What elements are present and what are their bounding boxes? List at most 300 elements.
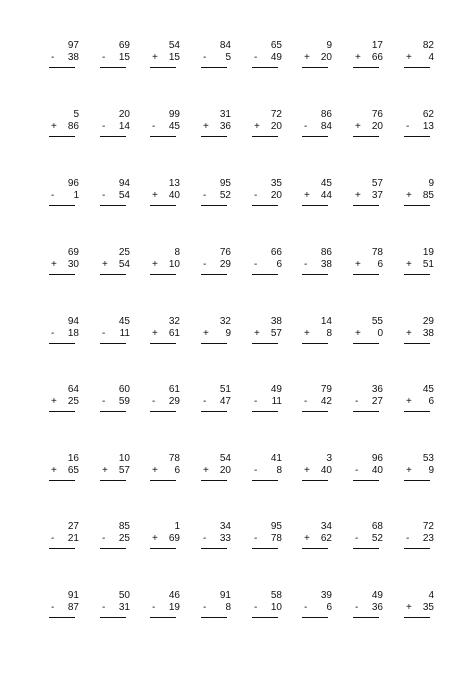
bottom-line	[252, 396, 282, 408]
answer-line	[353, 343, 379, 344]
answer-line	[252, 205, 278, 206]
bottom-line	[252, 328, 282, 340]
math-problem	[201, 521, 231, 545]
math-problem	[201, 40, 231, 64]
answer-line	[353, 548, 379, 549]
answer-line	[302, 136, 328, 137]
bottom-number: 37	[371, 190, 383, 201]
math-problem	[404, 247, 434, 271]
answer-line	[100, 548, 126, 549]
top-number: 86	[320, 109, 332, 120]
answer-line	[150, 480, 176, 481]
top-number: 61	[168, 384, 180, 395]
bottom-number: 40	[320, 465, 332, 476]
math-problem	[150, 316, 180, 340]
answer-line	[49, 411, 75, 412]
operator-sign: +	[406, 259, 412, 270]
answer-line	[353, 617, 379, 618]
answer-line	[100, 343, 126, 344]
operator-sign: -	[102, 396, 106, 407]
top-number: 57	[371, 178, 383, 189]
math-problem	[201, 178, 231, 202]
operator-sign: +	[152, 465, 158, 476]
math-problem	[353, 247, 383, 271]
bottom-line	[150, 533, 180, 545]
math-problem	[353, 521, 383, 545]
math-problem	[100, 384, 130, 408]
bottom-line	[49, 52, 79, 64]
bottom-number: 57	[118, 465, 130, 476]
bottom-number: 0	[377, 328, 383, 339]
answer-line	[302, 205, 328, 206]
bottom-line	[201, 190, 231, 202]
answer-line	[353, 480, 379, 481]
math-problem	[49, 453, 79, 477]
bottom-number: 15	[118, 52, 130, 63]
top-number: 32	[168, 316, 180, 327]
math-problem	[150, 109, 180, 133]
bottom-line	[49, 465, 79, 477]
answer-line	[404, 274, 430, 275]
math-problem	[49, 247, 79, 271]
math-problem	[201, 316, 231, 340]
operator-sign: +	[51, 396, 57, 407]
operator-sign: +	[406, 602, 412, 613]
operator-sign: +	[203, 465, 209, 476]
operator-sign: +	[406, 190, 412, 201]
bottom-line	[201, 52, 231, 64]
answer-line	[201, 480, 227, 481]
top-number: 72	[270, 109, 282, 120]
math-problem	[353, 453, 383, 477]
bottom-number: 4	[428, 52, 434, 63]
answer-line	[302, 411, 328, 412]
answer-line	[302, 480, 328, 481]
bottom-line	[201, 121, 231, 133]
answer-line	[302, 548, 328, 549]
operator-sign: -	[102, 52, 106, 63]
top-number: 86	[320, 247, 332, 258]
math-problem	[252, 40, 282, 64]
operator-sign: +	[51, 259, 57, 270]
answer-line	[150, 617, 176, 618]
math-problem	[100, 247, 130, 271]
answer-line	[404, 136, 430, 137]
top-number: 97	[67, 40, 79, 51]
top-number: 13	[168, 178, 180, 189]
bottom-line	[150, 121, 180, 133]
top-number: 55	[371, 316, 383, 327]
operator-sign: -	[203, 602, 207, 613]
operator-sign: -	[102, 533, 106, 544]
answer-line	[201, 274, 227, 275]
bottom-number: 87	[67, 602, 79, 613]
answer-line	[150, 205, 176, 206]
math-problem	[302, 384, 332, 408]
operator-sign: -	[355, 465, 359, 476]
bottom-line	[100, 52, 130, 64]
bottom-number: 5	[225, 52, 231, 63]
bottom-number: 57	[270, 328, 282, 339]
answer-line	[302, 343, 328, 344]
answer-line	[150, 136, 176, 137]
bottom-line	[404, 533, 434, 545]
operator-sign: -	[152, 396, 156, 407]
bottom-line	[353, 396, 383, 408]
operator-sign: +	[102, 259, 108, 270]
bottom-line	[353, 533, 383, 545]
operator-sign: +	[355, 190, 361, 201]
math-problem	[252, 384, 282, 408]
operator-sign: +	[304, 533, 310, 544]
bottom-number: 42	[320, 396, 332, 407]
bottom-number: 10	[270, 602, 282, 613]
bottom-number: 85	[422, 190, 434, 201]
bottom-line	[100, 602, 130, 614]
answer-line	[353, 67, 379, 68]
answer-line	[302, 67, 328, 68]
bottom-number: 20	[371, 121, 383, 132]
operator-sign: +	[304, 328, 310, 339]
bottom-number: 13	[422, 121, 434, 132]
bottom-line	[150, 328, 180, 340]
operator-sign: +	[254, 328, 260, 339]
answer-line	[302, 274, 328, 275]
bottom-line	[404, 465, 434, 477]
top-number: 9	[326, 40, 332, 51]
operator-sign: -	[203, 259, 207, 270]
math-problem	[252, 247, 282, 271]
bottom-number: 8	[326, 328, 332, 339]
top-number: 10	[118, 453, 130, 464]
math-problem	[49, 384, 79, 408]
bottom-number: 51	[422, 259, 434, 270]
top-number: 41	[270, 453, 282, 464]
bottom-line	[353, 121, 383, 133]
top-number: 34	[219, 521, 231, 532]
operator-sign: -	[152, 121, 156, 132]
math-problem	[150, 521, 180, 545]
math-problem	[404, 40, 434, 64]
bottom-line	[353, 465, 383, 477]
bottom-line	[201, 328, 231, 340]
bottom-number: 44	[320, 190, 332, 201]
answer-line	[252, 480, 278, 481]
bottom-line	[49, 533, 79, 545]
bottom-number: 38	[67, 52, 79, 63]
bottom-line	[201, 465, 231, 477]
bottom-number: 84	[320, 121, 332, 132]
math-problem	[100, 178, 130, 202]
operator-sign: -	[102, 328, 106, 339]
math-problem	[353, 384, 383, 408]
answer-line	[252, 548, 278, 549]
operator-sign: +	[406, 52, 412, 63]
bottom-line	[353, 328, 383, 340]
bottom-line	[302, 533, 332, 545]
math-problem	[150, 453, 180, 477]
answer-line	[100, 205, 126, 206]
math-problem	[150, 590, 180, 614]
answer-line	[201, 411, 227, 412]
operator-sign: -	[254, 602, 258, 613]
top-number: 39	[320, 590, 332, 601]
bottom-number: 14	[118, 121, 130, 132]
answer-line	[404, 411, 430, 412]
bottom-line	[100, 465, 130, 477]
top-number: 62	[422, 109, 434, 120]
bottom-line	[252, 259, 282, 271]
answer-line	[100, 67, 126, 68]
top-number: 85	[118, 521, 130, 532]
operator-sign: -	[152, 602, 156, 613]
answer-line	[353, 411, 379, 412]
top-number: 91	[219, 590, 231, 601]
bottom-line	[302, 259, 332, 271]
bottom-number: 35	[422, 602, 434, 613]
bottom-number: 33	[219, 533, 231, 544]
bottom-number: 20	[219, 465, 231, 476]
operator-sign: +	[152, 328, 158, 339]
top-number: 82	[422, 40, 434, 51]
bottom-line	[49, 121, 79, 133]
bottom-line	[49, 396, 79, 408]
operator-sign: -	[254, 396, 258, 407]
operator-sign: -	[102, 121, 106, 132]
bottom-number: 38	[320, 259, 332, 270]
bottom-line	[353, 259, 383, 271]
math-problem	[201, 247, 231, 271]
bottom-line	[201, 602, 231, 614]
bottom-line	[150, 465, 180, 477]
bottom-number: 36	[371, 602, 383, 613]
bottom-line	[100, 190, 130, 202]
answer-line	[150, 343, 176, 344]
math-problem	[353, 109, 383, 133]
bottom-line	[150, 602, 180, 614]
bottom-line	[150, 259, 180, 271]
operator-sign: -	[304, 121, 308, 132]
math-problem	[49, 178, 79, 202]
math-problem	[49, 40, 79, 64]
answer-line	[201, 205, 227, 206]
operator-sign: +	[355, 328, 361, 339]
bottom-line	[100, 328, 130, 340]
answer-line	[49, 136, 75, 137]
operator-sign: +	[254, 121, 260, 132]
math-problem	[353, 178, 383, 202]
bottom-number: 29	[168, 396, 180, 407]
bottom-line	[252, 602, 282, 614]
bottom-number: 52	[371, 533, 383, 544]
operator-sign: -	[51, 533, 55, 544]
answer-line	[353, 136, 379, 137]
top-number: 64	[67, 384, 79, 395]
bottom-number: 18	[67, 328, 79, 339]
math-problem	[201, 109, 231, 133]
bottom-number: 20	[270, 190, 282, 201]
operator-sign: +	[355, 259, 361, 270]
top-number: 38	[270, 316, 282, 327]
answer-line	[404, 617, 430, 618]
answer-line	[252, 67, 278, 68]
top-number: 79	[320, 384, 332, 395]
bottom-number: 52	[219, 190, 231, 201]
top-number: 68	[371, 521, 383, 532]
bottom-number: 40	[371, 465, 383, 476]
math-problem	[404, 453, 434, 477]
answer-line	[49, 274, 75, 275]
top-number: 46	[168, 590, 180, 601]
operator-sign: -	[355, 602, 359, 613]
operator-sign: -	[102, 190, 106, 201]
top-number: 31	[219, 109, 231, 120]
top-number: 53	[422, 453, 434, 464]
answer-line	[252, 617, 278, 618]
bottom-number: 25	[118, 533, 130, 544]
top-number: 50	[118, 590, 130, 601]
bottom-number: 10	[168, 259, 180, 270]
math-problem	[252, 590, 282, 614]
top-number: 27	[67, 521, 79, 532]
top-number: 36	[371, 384, 383, 395]
bottom-number: 47	[219, 396, 231, 407]
bottom-number: 38	[422, 328, 434, 339]
math-problem	[100, 521, 130, 545]
answer-line	[49, 617, 75, 618]
math-problem	[150, 40, 180, 64]
top-number: 34	[320, 521, 332, 532]
bottom-line	[404, 52, 434, 64]
math-problem	[252, 178, 282, 202]
math-problem	[100, 453, 130, 477]
bottom-number: 40	[168, 190, 180, 201]
bottom-number: 86	[67, 121, 79, 132]
bottom-line	[404, 396, 434, 408]
operator-sign: -	[51, 602, 55, 613]
bottom-number: 15	[168, 52, 180, 63]
math-problem	[302, 590, 332, 614]
answer-line	[404, 205, 430, 206]
top-number: 76	[371, 109, 383, 120]
operator-sign: -	[51, 190, 55, 201]
bottom-line	[49, 259, 79, 271]
answer-line	[201, 136, 227, 137]
top-number: 32	[219, 316, 231, 327]
bottom-number: 27	[371, 396, 383, 407]
operator-sign: -	[203, 52, 207, 63]
top-number: 84	[219, 40, 231, 51]
bottom-line	[49, 328, 79, 340]
math-problem	[252, 316, 282, 340]
operator-sign: -	[406, 533, 410, 544]
top-number: 9	[428, 178, 434, 189]
top-number: 96	[371, 453, 383, 464]
top-number: 58	[270, 590, 282, 601]
bottom-line	[302, 465, 332, 477]
top-number: 14	[320, 316, 332, 327]
answer-line	[201, 67, 227, 68]
operator-sign: -	[254, 259, 258, 270]
top-number: 25	[118, 247, 130, 258]
operator-sign: -	[355, 396, 359, 407]
answer-line	[150, 411, 176, 412]
operator-sign: +	[102, 465, 108, 476]
bottom-line	[49, 602, 79, 614]
operator-sign: -	[304, 396, 308, 407]
top-number: 76	[219, 247, 231, 258]
bottom-line	[252, 52, 282, 64]
math-problem	[252, 109, 282, 133]
answer-line	[49, 548, 75, 549]
bottom-number: 25	[67, 396, 79, 407]
answer-line	[404, 548, 430, 549]
math-problem	[49, 109, 79, 133]
bottom-line	[150, 52, 180, 64]
answer-line	[49, 205, 75, 206]
answer-line	[353, 274, 379, 275]
bottom-number: 65	[67, 465, 79, 476]
bottom-line	[150, 396, 180, 408]
bottom-number: 6	[174, 465, 180, 476]
math-problem	[100, 316, 130, 340]
operator-sign: -	[254, 190, 258, 201]
answer-line	[201, 548, 227, 549]
math-problem	[302, 453, 332, 477]
bottom-line	[404, 121, 434, 133]
answer-line	[404, 67, 430, 68]
operator-sign: -	[355, 533, 359, 544]
math-problem	[302, 109, 332, 133]
top-number: 78	[371, 247, 383, 258]
bottom-number: 23	[422, 533, 434, 544]
answer-line	[100, 480, 126, 481]
top-number: 29	[422, 316, 434, 327]
bottom-number: 6	[377, 259, 383, 270]
bottom-number: 11	[271, 396, 282, 407]
operator-sign: +	[304, 465, 310, 476]
bottom-number: 6	[276, 259, 282, 270]
bottom-line	[353, 190, 383, 202]
bottom-number: 49	[270, 52, 282, 63]
operator-sign: +	[51, 465, 57, 476]
operator-sign: +	[152, 190, 158, 201]
bottom-line	[404, 190, 434, 202]
answer-line	[100, 411, 126, 412]
operator-sign: -	[51, 328, 55, 339]
operator-sign: +	[304, 52, 310, 63]
math-problem	[49, 316, 79, 340]
top-number: 16	[67, 453, 79, 464]
bottom-line	[49, 190, 79, 202]
math-problem	[252, 453, 282, 477]
top-number: 49	[270, 384, 282, 395]
answer-line	[252, 411, 278, 412]
bottom-number: 19	[168, 602, 180, 613]
operator-sign: +	[406, 328, 412, 339]
math-problem	[49, 590, 79, 614]
operator-sign: -	[203, 533, 207, 544]
bottom-line	[252, 465, 282, 477]
bottom-line	[201, 533, 231, 545]
math-problem	[302, 247, 332, 271]
bottom-line	[150, 190, 180, 202]
math-problem	[302, 40, 332, 64]
math-problem	[404, 521, 434, 545]
bottom-line	[353, 52, 383, 64]
answer-line	[201, 343, 227, 344]
top-number: 8	[174, 247, 180, 258]
